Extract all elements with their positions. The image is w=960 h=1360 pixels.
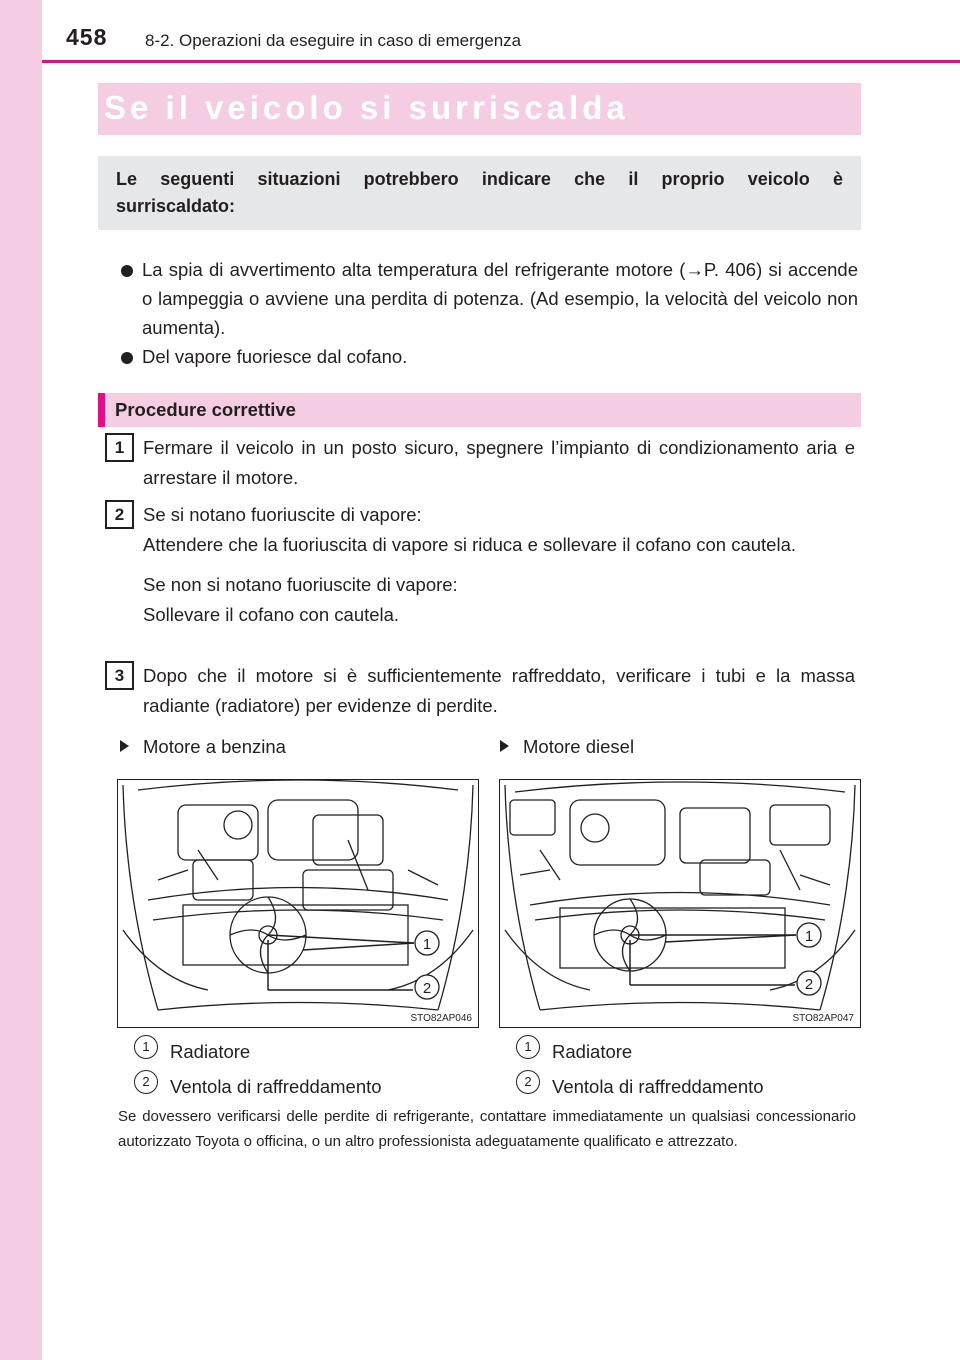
intro-text: Le seguenti situazioni potrebbero indicare che il proprio veicolo è surriscaldato: (116, 169, 843, 216)
engine-illustration-petrol (117, 779, 479, 1028)
step-3-text: Dopo che il motore si è sufficientemente raffreddato, verificare i tubi e la massa radiante (radiatore) per evidenze di perdite. (143, 665, 855, 716)
engine-drawing (118, 780, 478, 1027)
bullet-item (118, 342, 858, 371)
callout-2: 2 (804, 976, 814, 993)
footnote: Se dovessero verificarsi delle perdite di refrigerante, contattare immediatamente un qualsiasi concessionario autorizzato Toyota o officina, o un altro professionista adeguatamente qualificato e attrezzato. (118, 1108, 856, 1150)
procedure-heading: Procedure correttive (115, 399, 296, 420)
legend-label: Ventola di raffreddamento (552, 1076, 764, 1097)
step-text (143, 661, 855, 721)
step-text (143, 433, 855, 493)
legend-number: 1 (134, 1035, 158, 1059)
step-1-text: Fermare il veicolo in un posto sicuro, spegnere l’impianto di condizionamento aria e arrestare il motore. (143, 437, 855, 488)
step-2-line: Sollevare il cofano con cautela. (143, 604, 400, 625)
heading-accent-bar (98, 393, 105, 427)
callout-1: 1 (804, 928, 814, 945)
legend-number: 2 (516, 1070, 540, 1094)
side-tab (0, 0, 42, 1360)
bullet-dot-icon (121, 265, 133, 277)
legend-label: Ventola di raffreddamento (170, 1076, 382, 1097)
triangle-bullet-icon (120, 740, 129, 752)
title-banner (98, 83, 861, 135)
step-2-line: Se si notano fuoriuscite di vapore: (143, 504, 422, 525)
engine-illustration-diesel (499, 779, 861, 1028)
step-number: 1 (105, 433, 134, 462)
image-code: STO82AP047 (792, 1013, 854, 1024)
bullet-dot-icon (121, 352, 133, 364)
procedure-heading-box (98, 393, 861, 427)
callout-2: 2 (422, 980, 432, 997)
bullet-item (118, 255, 858, 342)
section-title: 8-2. Operazioni da eseguire in caso di emergenza (145, 31, 522, 50)
step-2-line: Se non si notano fuoriuscite di vapore: (143, 574, 458, 595)
step-text (143, 500, 855, 630)
legend-number: 1 (516, 1035, 540, 1059)
engine-label-text: Motore a benzina (143, 736, 286, 757)
legend-number: 2 (134, 1070, 158, 1094)
image-code: STO82AP046 (410, 1013, 472, 1024)
intro-box (98, 156, 861, 230)
legend-label: Radiatore (552, 1041, 633, 1062)
header-rule (42, 60, 960, 63)
step-number: 3 (105, 661, 134, 690)
bullet-text: Del vapore fuoriesce dal cofano. (142, 346, 408, 367)
legend-label: Radiatore (170, 1041, 251, 1062)
callout-1: 1 (422, 936, 432, 953)
engine-drawing (500, 780, 860, 1027)
engine-label-text: Motore diesel (523, 736, 635, 757)
step-number: 2 (105, 500, 134, 529)
bullet-text: La spia di avvertimento alta temperatura del refrigerante motore (→P. 406) si accende o lampeggia o avviene una perdita di potenza. (Ad esempio, la velocità del veicolo non aumenta). (142, 259, 858, 338)
triangle-bullet-icon (500, 740, 509, 752)
page-number: 458 (66, 24, 108, 50)
engine-label-diesel (500, 736, 634, 758)
engine-label-petrol (120, 736, 286, 758)
page-title: Se il veicolo si surriscalda (104, 89, 629, 126)
step-2-line: Attendere che la fuoriuscita di vapore si riduca e sollevare il cofano con cautela. (143, 534, 797, 555)
